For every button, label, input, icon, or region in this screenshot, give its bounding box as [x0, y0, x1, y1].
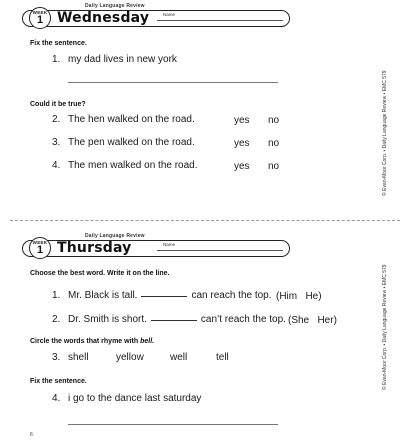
header-title: Daily Language Review: [85, 233, 145, 239]
direction-text: Circle the words that rhyme with: [30, 338, 141, 345]
choose-item-2: [52, 314, 286, 325]
true-item-2: [52, 114, 195, 125]
word-options: (Him He): [276, 291, 322, 302]
week-number: 1: [36, 244, 44, 256]
item-text-after: can reach the top.: [191, 290, 272, 301]
copyright-note: © Evan-Moor Corp. • Daily Language Review • EMC 579: [382, 264, 388, 390]
item-number: 3.: [52, 137, 61, 148]
item-text-after: can’t reach the top.: [200, 314, 286, 325]
direction-fix-sentence: Fix the sentence.: [30, 40, 87, 47]
page-number: 6: [30, 432, 33, 438]
item-number: 4.: [52, 160, 61, 171]
day-title-thursday: Thursday: [57, 240, 132, 256]
item-number: 2.: [52, 314, 61, 325]
blank-line[interactable]: [151, 320, 197, 321]
name-line[interactable]: [157, 250, 283, 251]
no-option[interactable]: no: [268, 115, 280, 126]
thursday-header: [22, 233, 290, 257]
item-text: The men walked on the road.: [68, 160, 198, 171]
item-number: 1.: [52, 290, 61, 301]
direction-could-it-be-true: Could it be true?: [30, 101, 86, 108]
sentence-item-1: [52, 54, 177, 65]
wednesday-header: [22, 3, 290, 27]
item-number: 4.: [52, 393, 61, 404]
rhyme-word-well[interactable]: well: [170, 352, 188, 363]
name-label: Name: [163, 242, 176, 247]
copyright-note: © Evan-Moor Corp. • Daily Language Review • EMC 579: [382, 70, 388, 196]
rhyme-target-word: bell.: [140, 338, 155, 345]
sentence-item-4: [52, 393, 201, 404]
week-badge: [29, 7, 51, 29]
true-item-4: [52, 160, 198, 171]
week-number: 1: [36, 14, 44, 26]
direction-rhyme: [30, 338, 154, 345]
rhyme-word-yellow[interactable]: yellow: [116, 352, 144, 363]
answer-line[interactable]: [68, 82, 278, 83]
item-number: 2.: [52, 114, 61, 125]
item-text: Dr. Smith is short.: [68, 314, 147, 325]
yes-option[interactable]: yes: [234, 138, 250, 149]
word-options: (She Her): [288, 315, 337, 326]
yes-option[interactable]: yes: [234, 115, 250, 126]
item-number: 1.: [52, 54, 61, 65]
day-title-wednesday: Wednesday: [57, 10, 150, 26]
blank-line[interactable]: [141, 296, 187, 297]
true-item-3: [52, 137, 195, 148]
item-text: my dad lives in new york: [68, 54, 177, 65]
rhyme-item-3: [52, 352, 68, 363]
rhyme-word-shell[interactable]: shell: [68, 352, 89, 363]
answer-line[interactable]: [68, 424, 278, 425]
direction-choose-best-word: Choose the best word. Write it on the line.: [30, 270, 170, 277]
item-text: Mr. Black is tall.: [68, 290, 138, 301]
header-title: Daily Language Review: [85, 3, 145, 9]
week-label: WEEK: [32, 240, 48, 245]
rhyme-word-tell[interactable]: tell: [216, 352, 229, 363]
no-option[interactable]: no: [268, 161, 280, 172]
no-option[interactable]: no: [268, 138, 280, 149]
week-label: WEEK: [32, 10, 48, 15]
yes-option[interactable]: yes: [234, 161, 250, 172]
item-text: The hen walked on the road.: [68, 114, 195, 125]
page-divider: [10, 220, 400, 221]
name-label: Name: [163, 12, 176, 17]
item-text: i go to the dance last saturday: [68, 393, 202, 404]
item-number: 3.: [52, 352, 61, 363]
item-text: The pen walked on the road.: [68, 137, 195, 148]
choose-item-1: [52, 290, 272, 301]
week-badge: [29, 237, 51, 259]
direction-fix-sentence: Fix the sentence.: [30, 378, 87, 385]
name-line[interactable]: [157, 20, 283, 21]
